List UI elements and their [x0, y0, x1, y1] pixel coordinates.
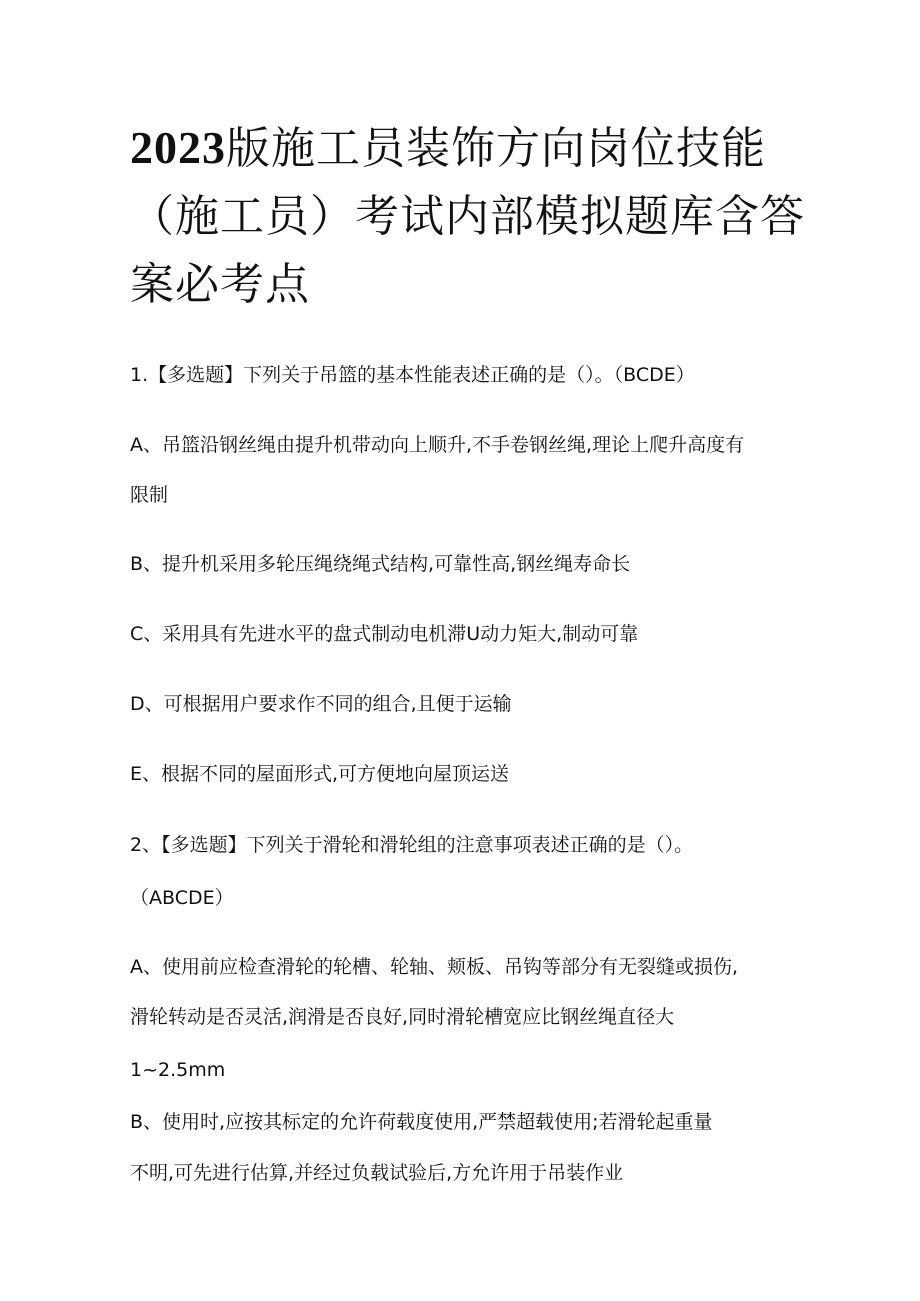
- question-2-option-b-line1: B、使用时,应按其标定的允许荷载度使用,严禁超载使用;若滑轮起重量: [130, 1111, 713, 1133]
- question-2-option-a-line1: A、使用前应检查滑轮的轮槽、轮轴、颊板、吊钩等部分有无裂缝或损伤,: [130, 956, 739, 978]
- question-2-option-b-line2: 不明,可先进行估算,并经过负载试验后,方允许用于吊装作业: [130, 1162, 624, 1184]
- question-2-option-a-line3: 1~2.5mm: [130, 1059, 226, 1081]
- question-1-option-b: B、提升机采用多轮压绳绕绳式结构,可靠性高,钢丝绳寿命长: [130, 553, 631, 575]
- title-year: 2023: [130, 122, 226, 173]
- question-2-stem-line2: （ABCDE）: [130, 887, 234, 909]
- question-2-option-a-line2: 滑轮转动是否灵活,润滑是否良好,同时滑轮槽宽应比钢丝绳直径大: [130, 1006, 675, 1028]
- question-1-stem: 1.【多选题】下列关于吊篮的基本性能表述正确的是（）。（BCDE）: [130, 364, 695, 386]
- question-1-option-e: E、根据不同的屋面形式,可方便地向屋顶运送: [130, 763, 510, 785]
- question-1-option-c: C、采用具有先进水平的盘式制动电机滞U动力矩大,制动可靠: [130, 623, 639, 645]
- question-1-option-a-line2: 限制: [130, 484, 169, 506]
- document-title: [130, 114, 830, 319]
- title-line2: （施工员）考试内部模拟题库含答: [130, 191, 805, 242]
- question-1-option-d: D、可根据用户要求作不同的组合,且便于运输: [130, 693, 512, 715]
- title-line3: 案必考点: [130, 259, 310, 310]
- question-2-stem-line1: 2、【多选题】下列关于滑轮和滑轮组的注意事项表述正确的是（）。: [130, 834, 694, 856]
- title-line1: 版施工员装饰方向岗位技能: [226, 123, 766, 174]
- question-1-option-a-line1: A、吊篮沿钢丝绳由提升机带动向上顺升,不手卷钢丝绳,理论上爬升高度有: [130, 434, 745, 456]
